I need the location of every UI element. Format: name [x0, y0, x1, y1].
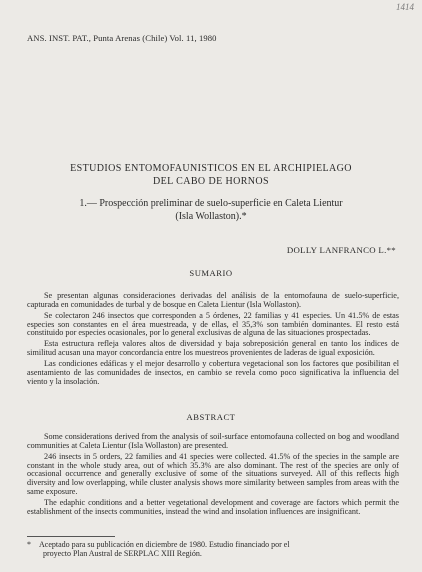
abstract-paragraph: 246 insects in 5 orders, 22 families and 41 species were collected. 41.5% of the species in the sample are constant in the whole study area, out of which 35.3% are also dominant. The rest of the species are only of occasional occurrence and generally exclusive of some of the situations surveyed. All of this reflects high diversity and low overlapping, while cluster analysis shows more similarity between samples from areas with the same exposure. — [27, 451, 399, 496]
sumario-paragraph: Las condiciones edáficas y el mejor desarrollo y cobertura vegetacional son los factores que posibilitan el asentamiento de las comunidades de insectos, en cambio se revela como poco significativa la influencia del viento y la insolación. — [27, 359, 399, 386]
abstract-heading: ABSTRACT — [186, 412, 236, 422]
title-line-2: DEL CABO DE HORNOS — [153, 176, 269, 187]
subtitle-line-2: (Isla Wollaston).* — [175, 211, 247, 222]
handwritten-note: 1414 — [396, 2, 414, 12]
footnote-divider — [27, 536, 115, 537]
journal-header: ANS. INST. PAT., Punta Arenas (Chile) Vol. 11, 1980 — [27, 33, 217, 43]
article-title — [0, 162, 422, 188]
footnote-mark: * — [27, 540, 31, 549]
title-line-1: ESTUDIOS ENTOMOFAUNISTICOS EN EL ARCHIPIELAGO — [70, 163, 352, 174]
footnote-line-2: proyecto Plan Austral de SERPLAC XIII Región. — [43, 548, 202, 558]
subtitle-line-1: 1.— Prospección preliminar de suelo-superficie en Caleta Lientur — [79, 198, 343, 209]
abstract-paragraph: Some considerations derived from the analysis of soil-surface entomofauna collected on bog and woodland communities at Caleta Lientur (Isla Wollaston) are presented. — [27, 432, 399, 450]
sumario-paragraph: Esta estructura refleja valores altos de diversidad y baja sobreposición general en tanto los índices de similitud acusan una mayor concordancia entre los muestreos provenientes de laderas de igual exposición. — [27, 339, 399, 358]
author-name: DOLLY LANFRANCO L.** — [286, 245, 396, 255]
sumario-paragraph: Se colectaron 246 insectos que corresponden a 5 órdenes, 22 familias y 41 especies. Un 41.5% de estas especies son constantes en el área muestreada, y de ellas, el 35,3% son también dominantes. El resto está constituido por especies ocasionales, por lo general exclusivas de alguna de las situaciones prospectadas. — [27, 310, 399, 338]
sumario-heading: SUMARIO — [189, 268, 233, 278]
abstract-body — [27, 433, 399, 519]
article-subtitle — [0, 197, 422, 223]
footnote-line-1: Aceptado para su publicación en diciembre de 1980. Estudio financiado por el — [39, 540, 290, 549]
abstract-paragraph: The edaphic conditions and a better vegetational development and coverage are factors which permit the establishment of the insects communities, instead the wind and insolation influences are insignificant. — [27, 497, 399, 516]
sumario-body — [27, 292, 399, 389]
footnote — [27, 541, 399, 558]
sumario-paragraph: Se presentan algunas consideraciones derivadas del análisis de la entomofauna de suelo-superficie, capturada en comunidades de turbal y de bosque en Caleta Lientur (Isla Wollaston). — [27, 291, 399, 309]
